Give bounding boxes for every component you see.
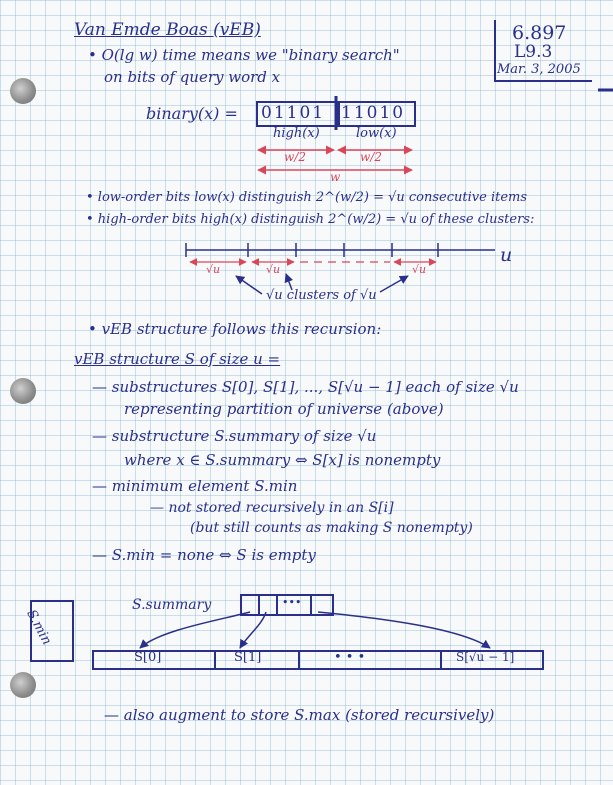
high-x-label: high(x) (273, 126, 320, 141)
half-width-right: w/2 (360, 150, 382, 164)
structure-heading: vEB structure S of size u = (74, 350, 281, 368)
low-order-bits-line: • low-order bits low(x) distinguish 2^(w/2) = √u consecutive items (86, 190, 528, 205)
structure-line-7: (but still counts as making S nonempty) (190, 520, 473, 536)
high-order-bits-line: • high-order bits high(x) distinguish 2^(w/2) = √u of these clusters: (86, 212, 535, 227)
summary-arrow-s0 (140, 612, 250, 648)
footer-note: — also augment to store S.max (stored recursively) (104, 706, 495, 724)
course-number: 6.897 (512, 22, 567, 44)
full-width: w (330, 170, 341, 184)
structure-line-6: — not stored recursively in an S[i] (150, 500, 394, 516)
summary-dots: ••• (282, 596, 302, 609)
summary-arrow-last (318, 612, 490, 648)
cluster-size-label-2: √u (266, 263, 281, 276)
low-bits-value: 11010 (341, 103, 406, 123)
clusters-label: √u clusters of √u (266, 288, 377, 303)
structure-line-8: — S.min = none ⇔ S is empty (92, 546, 316, 564)
cluster-dots: • • • (334, 650, 366, 665)
pointer-arrow-3 (380, 276, 408, 292)
structure-line-4: where x ∈ S.summary ⇔ S[x] is nonempty (124, 451, 441, 469)
summary-label: S.summary (132, 597, 212, 613)
cluster-s-last: S[√u − 1] (456, 650, 515, 664)
low-x-label: low(x) (356, 126, 397, 141)
lecture-number: L9.3 (514, 42, 553, 62)
structure-line-1: — substructures S[0], S[1], ..., S[√u − 1] each of size √u (92, 378, 519, 396)
pointer-arrow-2 (286, 274, 292, 290)
intro-line-1: • O(lg w) time means we "binary search" (88, 46, 400, 64)
cluster-s0: S[0] (134, 650, 162, 665)
binary-label: binary(x) = (146, 104, 238, 123)
lecture-date: Mar. 3, 2005 (497, 62, 581, 77)
structure-line-2: representing partition of universe (above) (124, 400, 444, 418)
cluster-size-label-3: √u (412, 263, 427, 276)
intro-line-2: on bits of query word x (104, 68, 281, 86)
cluster-size-label-1: √u (206, 263, 221, 276)
recursion-note: • vEB structure follows this recursion: (88, 320, 382, 338)
cluster-s1: S[1] (234, 650, 262, 665)
s-min-label: S.min (23, 607, 55, 648)
pointer-arrow-1 (236, 276, 262, 294)
summary-arrow-s1 (240, 612, 266, 648)
half-width-left: w/2 (284, 150, 306, 164)
page-title: Van Emde Boas (vEB) (74, 20, 261, 40)
structure-line-3: — substructure S.summary of size √u (92, 427, 377, 445)
high-bits-value: 01101 (261, 103, 326, 123)
universe-u-label: u (500, 244, 513, 266)
structure-line-5: — minimum element S.min (92, 477, 298, 495)
